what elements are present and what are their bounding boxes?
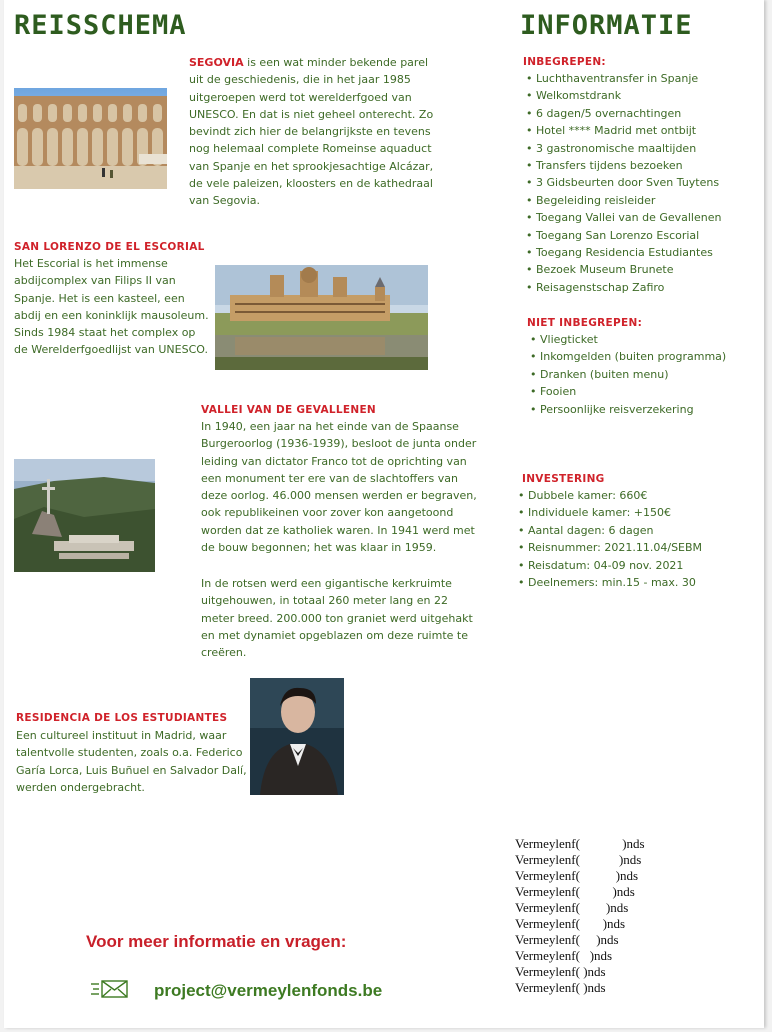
- segovia-name: SEGOVIA: [189, 56, 244, 69]
- logo-line: Vermeylenf( )nds: [515, 868, 639, 883]
- envelope-icon: [90, 978, 130, 1004]
- brochure-page: [4, 0, 764, 1028]
- logo-line: Vermeylenf( )nds: [515, 980, 606, 995]
- list-item: • 6 dagen/5 overnachtingen: [526, 105, 721, 122]
- logo-line: Vermeylenf( )nds: [515, 932, 619, 947]
- list-item: • Inkomgelden (buiten programma): [530, 348, 726, 365]
- list-item: • Deelnemers: min.15 - max. 30: [518, 574, 702, 591]
- informatie-title: INFORMATIE: [520, 10, 693, 41]
- included-list: [526, 70, 721, 296]
- list-item: • Reisnummer: 2021.11.04/SEBM: [518, 539, 702, 556]
- list-item: • 3 Gidsbeurten door Sven Tuytens: [526, 174, 721, 191]
- logo-line: Vermeylenf( )nds: [515, 884, 635, 899]
- vallei-heading: VALLEI VAN DE GEVALLENEN: [201, 404, 377, 416]
- logo-line: Vermeylenf( )nds: [515, 852, 642, 867]
- list-item: • Persoonlijke reisverzekering: [530, 401, 726, 418]
- logo-line: Vermeylenf( )nds: [515, 964, 606, 979]
- segovia-aqueduct-photo: [14, 88, 167, 189]
- escorial-photo: [215, 265, 428, 370]
- vallei-paragraph-1: In 1940, een jaar na het einde van de Spaanse Burgeroorlog (1936-1939), besloot de junta onder leiding van dictator Franco tot de oprichting van een monument ter ere van de slachtoffers van deze oorlog. 46.000 mensen werden er begraven, ook republikeinen voor zover kon aangetoond worden dat ze katholiek waren. In 1941 werd met de bouw begonnen; het was klaar in 1959.: [201, 420, 477, 555]
- investment-list: [518, 487, 702, 591]
- list-item: • Dranken (buiten menu): [530, 366, 726, 383]
- list-item: • Toegang Residencia Estudiantes: [526, 244, 721, 261]
- email-link[interactable]: project@vermeylenfonds.be: [154, 981, 383, 1000]
- vallei-paragraph-2: In de rotsen werd een gigantische kerkruimte uitgehouwen, in totaal 260 meter lang en 22 meter breed. 200.000 ton graniet werd uitgehakt en met dynamiet opgeblazen om deze ruimte te creëren.: [201, 577, 473, 660]
- residencia-heading: RESIDENCIA DE LOS ESTUDIANTES: [16, 712, 228, 724]
- list-item: • Toegang San Lorenzo Escorial: [526, 227, 721, 244]
- segovia-text: is een wat minder bekende parel uit de geschiedenis, die in het jaar 1985 uitgeroepen werd tot werelderfgoed van UNESCO. En dat is niet geheel onterecht. Zo bevindt zich hier de belangrijkste en tevens nog helemaal complete Romeinse aquaduct van Spanje en het sprookjesachtige Alcázar, de vele paleizen, kloosters en de kathedraal van Segovia.: [189, 56, 434, 208]
- residencia-paragraph: Een cultureel instituut in Madrid, waar talentvolle studenten, zoals o.a. Federico Garía Lorca, Luis Buñuel en Salvador Dalí, werden ondergebracht.: [16, 729, 247, 794]
- included-heading: INBEGREPEN:: [523, 56, 606, 68]
- list-item: • Transfers tijdens bezoeken: [526, 157, 721, 174]
- logo-line: Vermeylenf( )nds: [515, 916, 626, 931]
- list-item: • Aantal dagen: 6 dagen: [518, 522, 702, 539]
- investment-heading: INVESTERING: [522, 473, 605, 485]
- list-item: • Dubbele kamer: 660€: [518, 487, 702, 504]
- vermeylenfonds-logo: [515, 836, 645, 996]
- list-item: • Reisdatum: 04-09 nov. 2021: [518, 557, 702, 574]
- logo-line: Vermeylenf( )nds: [515, 948, 613, 963]
- not-included-heading: NIET INBEGREPEN:: [527, 317, 643, 329]
- list-item: • Bezoek Museum Brunete: [526, 261, 721, 278]
- list-item: • Toegang Vallei van de Gevallenen: [526, 209, 721, 226]
- logo-line: Vermeylenf( )nds: [515, 900, 629, 915]
- residencia-portrait-photo: [250, 678, 344, 795]
- list-item: • Luchthaventransfer in Spanje: [526, 70, 721, 87]
- escorial-heading: SAN LORENZO DE EL ESCORIAL: [14, 241, 205, 253]
- list-item: • Welkomstdrank: [526, 87, 721, 104]
- list-item: • 3 gastronomische maaltijden: [526, 140, 721, 157]
- list-item: • Reisagenstschap Zafiro: [526, 279, 721, 296]
- not-included-list: [530, 331, 726, 418]
- escorial-paragraph: Het Escorial is het immense abdijcomplex van Filips II van Spanje. Het is een kasteel, een abdij en een koninklijk mausoleum. Sinds 1984 staat het complex op de Werelderfgoedlijst van UNESCO.: [14, 257, 209, 357]
- list-item: • Begeleiding reisleider: [526, 192, 721, 209]
- list-item: • Hotel **** Madrid met ontbijt: [526, 122, 721, 139]
- list-item: • Fooien: [530, 383, 726, 400]
- reisschema-title: REISSCHEMA: [14, 10, 187, 41]
- logo-line: Vermeylenf( )nds: [515, 836, 645, 851]
- vallei-photo: [14, 459, 155, 572]
- segovia-paragraph: [189, 54, 434, 210]
- list-item: • Vliegticket: [530, 331, 726, 348]
- contact-heading: Voor meer informatie en vragen:: [86, 932, 347, 951]
- list-item: • Individuele kamer: +150€: [518, 504, 702, 521]
